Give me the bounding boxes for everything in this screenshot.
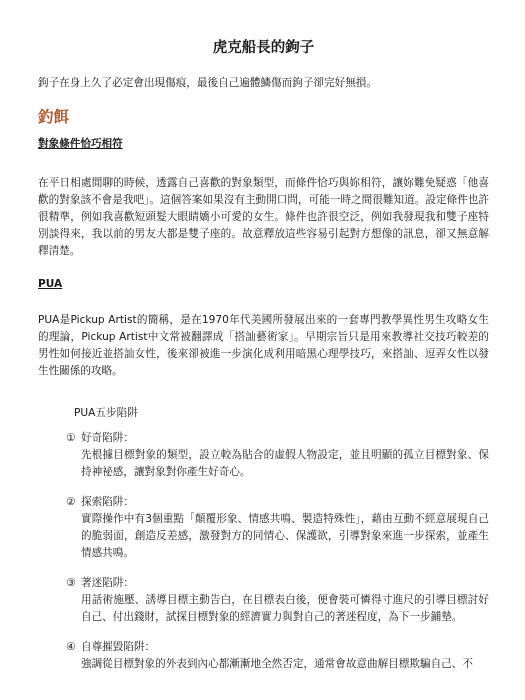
- step-title: 著迷陷阱：: [81, 577, 134, 589]
- document-subtitle: 鉤子在身上久了必定會出現傷痕，最後自己遍體鱗傷而鉤子卻完好無損。: [38, 77, 377, 89]
- step-title: 好奇陷阱：: [81, 432, 134, 444]
- step-item: [66, 575, 489, 626]
- step-description: 先根據目標對象的類型，設立較為貼合的虛假人物設定，並且明顯的孤立目標對象、保持神祕感，讓對象對你產生好奇心。: [81, 449, 489, 478]
- paragraph-matching-conditions: 在平日相處閒聊的時候，透露自己喜歡的對象類型，而條件恰巧與妳相符，讓妳難免疑惑「他喜歡的對象該不會是我吧」。這個答案如果沒有主動開口問，可能一時之間很難知道。設定條件也許很精準，例如我喜歡短頭髮大眼睛嬌小可愛的女生。條件也許很空泛，例如我發現我和雙子座特別談得來，我以前的男友大都是雙子座的。故意釋放這些容易引起對方想像的訊息，卻又無意解釋清楚。: [38, 177, 489, 257]
- step-description: 用話術施壓、誘導目標主動告白，在目標表白後，便會裝可憐得寸進尺的引導目標討好自己、付出錢財，試探目標對象的經濟實力與對自己的著迷程度，為下一步鋪墊。: [81, 594, 489, 623]
- heading-pua: PUA: [38, 278, 63, 290]
- step-number: ③: [66, 577, 76, 589]
- step-number: ②: [66, 496, 76, 508]
- step-number: ①: [66, 432, 76, 444]
- step-item: [66, 494, 489, 562]
- step-header: [66, 575, 489, 592]
- step-description: 實際操作中有3個重點「顛覆形象、情感共鳴、製造特殊性」，藉由互動不經意展現自己的脆弱面，創造反差感，激發對方的同情心、保護欲，引導對象來進一步探索，並產生情感共鳴。: [81, 513, 489, 559]
- step-title: 探索陷阱：: [81, 496, 134, 508]
- subsection-pua-five-traps: PUA五步陷阱: [74, 407, 138, 419]
- paragraph-pua: PUA是Pickup Artist的簡稱，是在1970年代美國所發展出來的一套專門教學異性男生攻略女生的理論，Pickup Artist中文常被翻譯成「搭訕藝術家」。早期宗旨只是用來教導社交技巧較差的男性如何接近並搭訕女性，後來卻被進一步演化成利用暗黑心理學技巧，來搭訕、逗弄女性以發生性關係的攻略。: [38, 314, 489, 377]
- step-description: 強調從目標對象的外表到內心都漸漸地全然否定，通常會故意曲解目標欺騙自己、不: [81, 658, 473, 670]
- step-header: [66, 639, 489, 656]
- step-number: ④: [66, 641, 76, 653]
- step-title: 自尊摧毀陷阱：: [81, 641, 156, 653]
- step-item: [66, 639, 489, 673]
- step-header: [66, 494, 489, 511]
- step-item: [66, 430, 489, 481]
- heading-matching-conditions: 對象條件恰巧相符: [38, 138, 123, 150]
- step-header: [66, 430, 489, 447]
- steps-list: [38, 430, 489, 673]
- section-title: 釣餌: [38, 108, 70, 126]
- document-title: 虎克船長的鉤子: [212, 40, 315, 56]
